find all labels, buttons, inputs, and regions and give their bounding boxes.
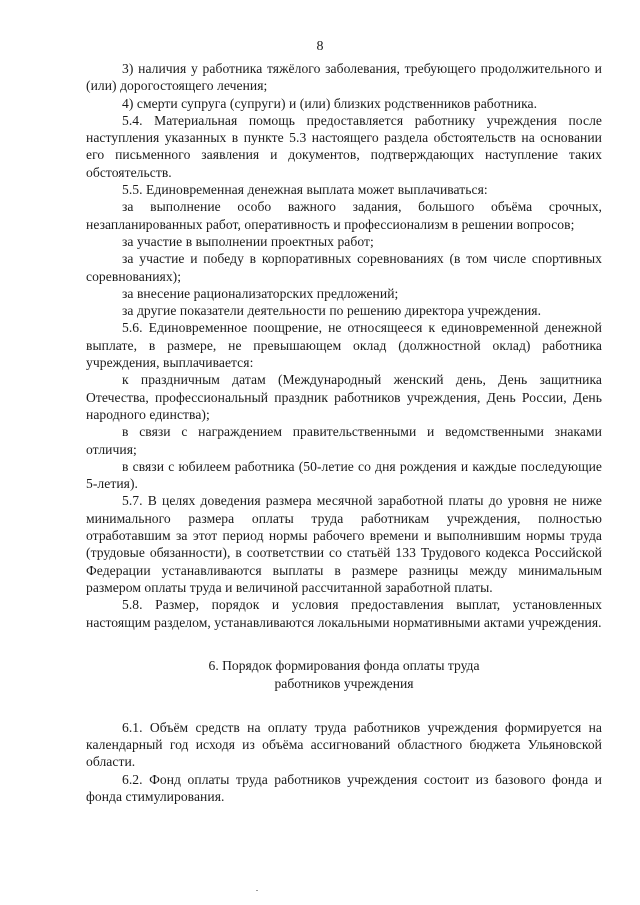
paragraph-5-7: 5.7. В целях доведения размера месячной заработной платы до уровня не ниже минимального размера оплаты труда работникам учреждения, полностью отработавшим за этот период нормы рабочего времени и выполнившим нормы труда (трудовые обязанности), в соответствии со статьёй 133 Трудового кодекса Российской Федерации устанавливаются выплаты в размере разницы между минимальным размером оплаты труда и величиной рассчитанной заработной платы. (86, 493, 602, 595)
paragraph-5-6-item-1: к праздничным датам (Международный женский день, День защитника Отечества, профессиональный праздник работников учреждения, День России, День народного единства); (86, 372, 602, 422)
paragraph-5-5-item-1: за выполнение особо важного задания, большого объёма срочных, незапланированных работ, оперативность и профессионализм в решении вопросов; (86, 199, 602, 232)
paragraph-6-1: 6.1. Объём средств на оплату труда работников учреждения формируется на календарный год исходя из объёма ассигнований областного бюджета Ульяновской области. (86, 719, 602, 770)
document-body (86, 60, 602, 805)
paragraph-5-5-item-2: за участие в выполнении проектных работ; (122, 233, 374, 249)
section-heading-line-2: работников учреждения (274, 675, 414, 691)
paragraph-5-5: 5.5. Единовременная денежная выплата может выплачиваться: (122, 182, 488, 198)
paragraph-5-5-item-3: за участие и победу в корпоративных соревнованиях (в том числе спортивных соревнованиях); (86, 251, 602, 284)
paragraph-5-6-item-2: в связи с награждением правительственными и ведомственными знаками отличия; (86, 424, 602, 457)
paragraph-5-5-item-4: за внесение рационализаторских предложений; (122, 285, 399, 301)
section-heading-line-1: 6. Порядок формирования фонда оплаты труда (208, 657, 480, 673)
scan-artifact-dot (256, 890, 258, 891)
paragraph-6-2: 6.2. Фонд оплаты труда работников учреждения состоит из базового фонда и фонда стимулирования. (86, 771, 602, 804)
paragraph-item-3: 3) наличия у работника тяжёлого заболевания, требующего продолжительного и (или) дорогостоящего лечения; (86, 61, 602, 94)
paragraph-5-6: 5.6. Единовременное поощрение, не относящееся к единовременной денежной выплате, в размере, не превышающем оклад (должностной оклад) работника учреждения, выплачивается: (86, 320, 602, 371)
paragraph-5-5-item-5: за другие показатели деятельности по решению директора учреждения. (122, 303, 542, 319)
paragraph-item-4: 4) смерти супруга (супруги) и (или) близких родственников работника. (122, 95, 538, 111)
paragraph-5-8: 5.8. Размер, порядок и условия предоставления выплат, установленных настоящим разделом, устанавливаются локальными нормативными актами учреждения. (86, 597, 602, 630)
section-heading (86, 657, 602, 693)
paragraph-5-6-item-3: в связи с юбилеем работника (50-летие со дня рождения и каждые последующие 5-летия). (86, 458, 602, 492)
page-number: 8 (316, 39, 324, 54)
paragraph-5-4: 5.4. Материальная помощь предоставляется работнику учреждения после наступления указанных в пункте 5.3 настоящего раздела обстоятельств на основании его письменного заявления и документов, подтверждающих наступление таких обстоятельств. (86, 112, 602, 180)
